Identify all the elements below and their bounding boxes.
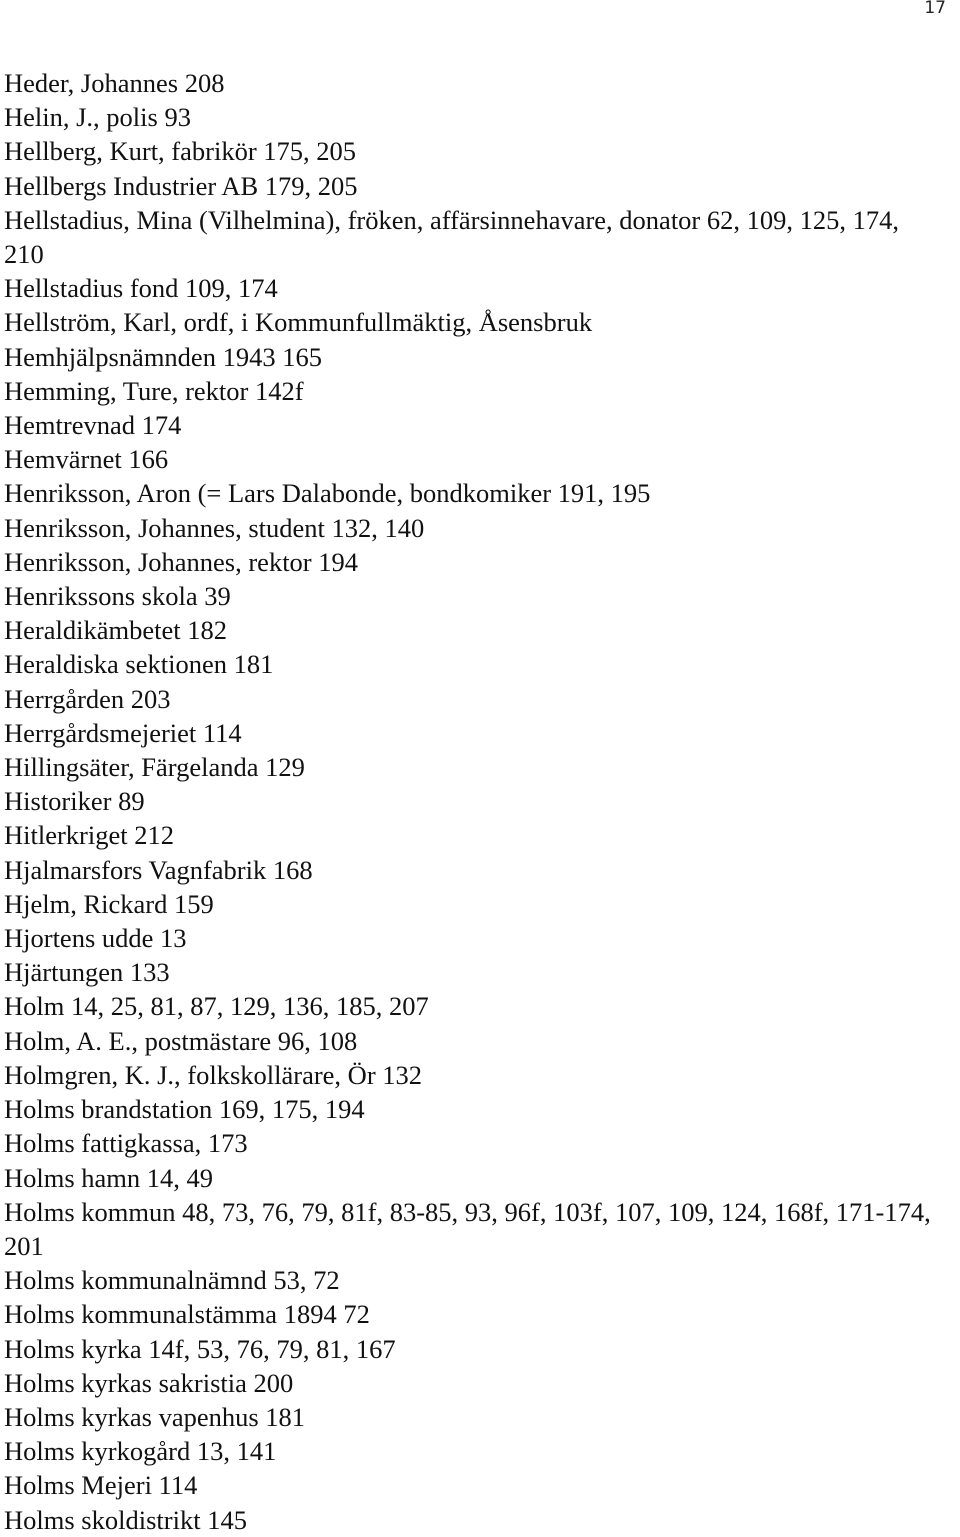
index-entry: Heraldikämbetet 182 <box>4 615 227 646</box>
index-entry: Herrgårdsmejeriet 114 <box>4 717 242 748</box>
index-entry: Henriksson, Johannes, rektor 194 <box>4 546 359 577</box>
index-entry: Herrgården 203 <box>4 683 171 714</box>
index-entry: Henrikssons skola 39 <box>4 581 231 612</box>
index-entry: Hillingsäter, Färgelanda 129 <box>4 752 305 783</box>
index-entry: Hjalmarsfors Vagnfabrik 168 <box>4 854 313 885</box>
index-entry: Hellstadius fond 109, 174 <box>4 273 278 304</box>
index-entry: Holms brandstation 169, 175, 194 <box>4 1094 365 1125</box>
index-list <box>4 66 944 1537</box>
index-entry: Holms kyrkas sakristia 200 <box>4 1367 294 1398</box>
index-entry: Hjelm, Rickard 159 <box>4 888 214 919</box>
index-entry: Hjortens udde 13 <box>4 923 187 954</box>
index-entry: Holms kommunalnämnd 53, 72 <box>4 1265 340 1296</box>
index-entry: Holms kommun 48, 73, 76, 79, 81f, 83-85, 93, 96f, 103f, 107, 109, 124, 168f, 171-174, 201 <box>4 1196 931 1261</box>
index-entry: Historiker 89 <box>4 786 145 817</box>
index-entry: Hitlerkriget 212 <box>4 820 174 851</box>
index-entry: Hellström, Karl, ordf, i Kommunfullmäktig, Åsensbruk <box>4 307 593 338</box>
index-entry: Hellbergs Industrier AB 179, 205 <box>4 170 358 201</box>
index-entry: Hellberg, Kurt, fabrikör 175, 205 <box>4 136 357 167</box>
index-entry: Hemming, Ture, rektor 142f <box>4 375 304 406</box>
index-entry: Hjärtungen 133 <box>4 957 170 988</box>
index-entry: Holms kommunalstämma 1894 72 <box>4 1299 370 1330</box>
index-entry: Holms kyrka 14f, 53, 76, 79, 81, 167 <box>4 1333 396 1364</box>
index-entry: Henriksson, Aron (= Lars Dalabonde, bondkomiker 191, 195 <box>4 478 651 509</box>
index-entry: Holm, A. E., postmästare 96, 108 <box>4 1025 358 1056</box>
index-entry: Holm 14, 25, 81, 87, 129, 136, 185, 207 <box>4 991 429 1022</box>
index-entry: Hemvärnet 166 <box>4 444 169 475</box>
index-entry: Holmgren, K. J., folkskollärare, Ör 132 <box>4 1059 423 1090</box>
index-entry: Hemhjälpsnämnden 1943 165 <box>4 341 322 372</box>
index-entry: Heder, Johannes 208 <box>4 68 225 98</box>
index-entry: Hemtrevnad 174 <box>4 410 182 441</box>
index-entry: Holms kyrkogård 13, 141 <box>4 1436 277 1467</box>
index-entry: Heraldiska sektionen 181 <box>4 649 274 680</box>
index-entry: Holms hamn 14, 49 <box>4 1162 214 1193</box>
index-entry: Henriksson, Johannes, student 132, 140 <box>4 512 425 543</box>
index-entry: Helin, J., polis 93 <box>4 102 191 133</box>
page-number: 17 <box>924 0 946 18</box>
index-entry: Holms kyrkas vapenhus 181 <box>4 1401 306 1432</box>
index-entry: Holms Mejeri 114 <box>4 1470 198 1501</box>
index-entry: Hellstadius, Mina (Vilhelmina), fröken, affärsinnehavare, donator 62, 109, 125, 174, 210 <box>4 204 900 270</box>
index-entry: Holms fattigkassa, 173 <box>4 1128 248 1159</box>
index-entry: Holms skoldistrikt 145 <box>4 1504 247 1535</box>
